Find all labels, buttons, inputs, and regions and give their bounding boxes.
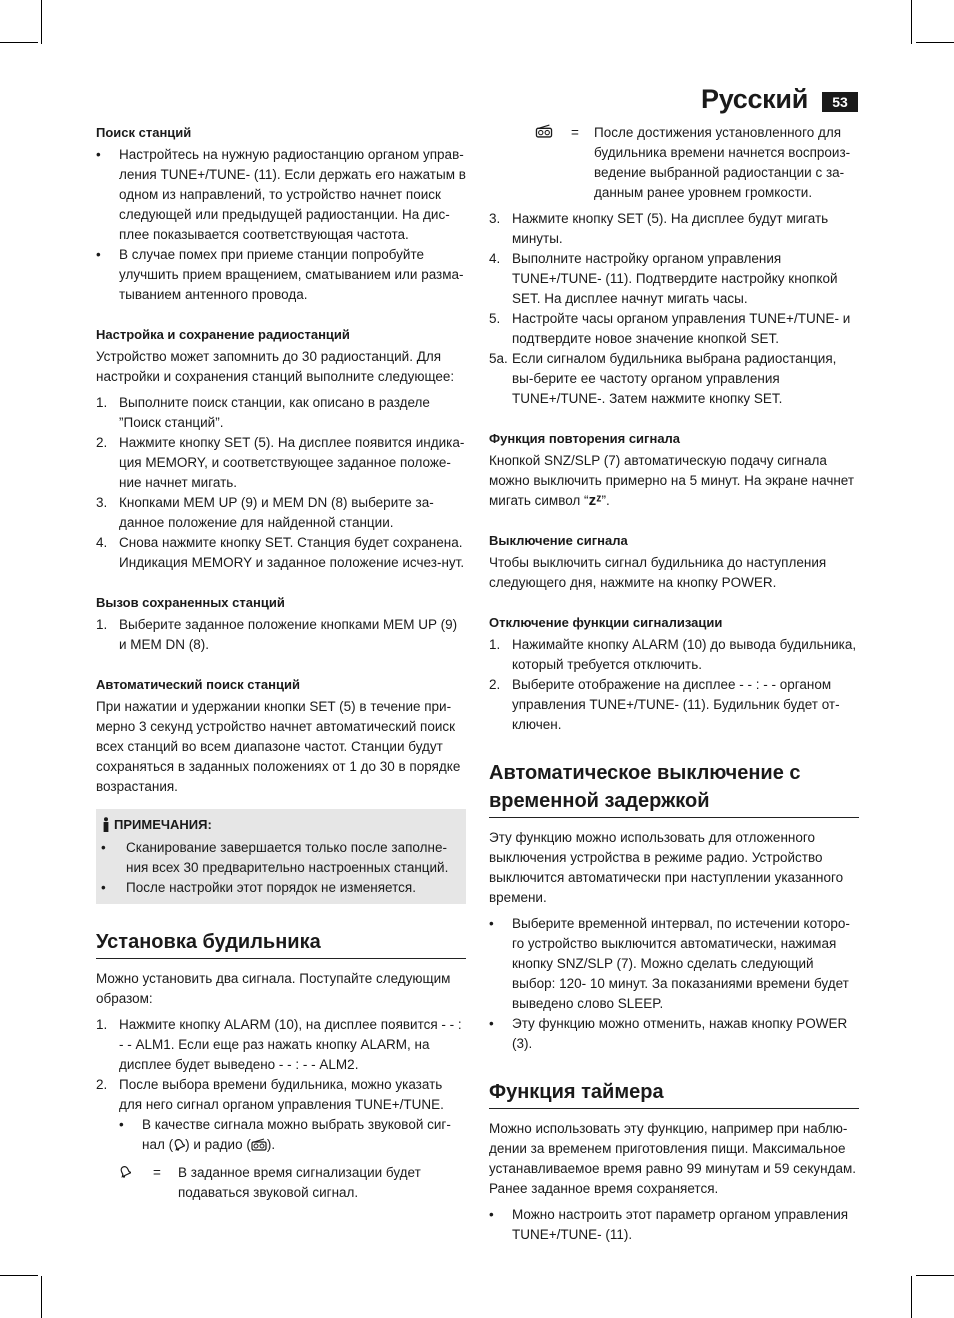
list-item-text: Нажимайте кнопку ALARM (10) до вывода будильника, который требуется отключить. xyxy=(512,637,857,672)
section-title: Автоматическое выключение с временной задержкой xyxy=(489,759,859,818)
section-heading: Выключение сигнала xyxy=(489,533,628,548)
list-item-text: Выполните настройку органом управления TUNE+/TUNE- (11). Подтвердите настройку кнопкой SET. На дисплее начнут мигать часы. xyxy=(512,251,838,306)
paragraph: Чтобы выключить сигнал будильника до наступления следующего дня, нажмите на кнопку POWER. xyxy=(489,555,827,590)
crop-mark xyxy=(41,0,42,44)
radio-icon xyxy=(251,1137,267,1157)
text-segment: В качестве сигнала можно выбрать звуковой сиг-нал ( xyxy=(142,1117,451,1152)
step-number: 3. xyxy=(96,495,108,510)
list-item xyxy=(489,675,859,735)
text-segment: ) и радио ( xyxy=(185,1137,251,1152)
section-heading: Функция повторения сигнала xyxy=(489,431,681,446)
list-item-text: Кнопками MEM UP (9) и MEM DN (8) выберите за-данное положение для найденной станции. xyxy=(119,495,434,530)
list-item-text: Снова нажмите кнопку SET. Станция будет сохранена. Индикация MEMORY и заданное положение исчез-нут. xyxy=(119,535,465,570)
list-item-text: Нажмите кнопку SET (5). На дисплее появится индика-ция MEMORY, и соответствующее заданное положе-ние начнет мигать. xyxy=(119,435,465,490)
list-item-text: Настройтесь на нужную радиостанцию органом управ-ления TUNE+/TUNE- (11). Если держать его нажатым в одном из направлений, то устройство начнет поиск следующей или предыдущей радиостанции. На дис-плее показывается соответствующая частота. xyxy=(119,147,466,242)
list-item-text: Если сигналом будильника выбрана радиостанция, вы-берите ее частоту органом управления TUNE+/TUNE-. Затем нажмите кнопку SET. xyxy=(512,351,837,406)
list-item-text: Выполните поиск станции, как описано в разделе ”Поиск станций”. xyxy=(119,395,430,430)
page-language-title: Русский xyxy=(701,84,808,114)
list-item xyxy=(96,1015,466,1075)
equals-sign: = xyxy=(153,1165,161,1180)
bullet: • xyxy=(101,840,106,855)
icon-definition xyxy=(96,1163,466,1203)
step-number: 1. xyxy=(96,395,108,410)
section-heading: Настройка и сохранение радиостанций xyxy=(96,327,350,342)
paragraph: Можно использовать эту функцию, например при наблю-дении за временем приготовления пищи. Максимальное устанавливаемое время равно 99 минутам и 59 секундам. Ранее заданное время сохраняется. xyxy=(489,1121,857,1196)
step-number: 5a. xyxy=(489,351,508,366)
list-item xyxy=(96,393,466,433)
note-heading: ПРИМЕЧАНИЯ: xyxy=(114,817,212,832)
paragraph: Устройство может запомнить до 30 радиостанций. Для настройки и сохранения станций выполните следующее: xyxy=(96,349,455,384)
crop-mark xyxy=(911,0,912,44)
radio-icon xyxy=(535,124,553,144)
list-item-text: Нажмите кнопку SET (5). На дисплее будут мигать минуты. xyxy=(512,211,829,246)
definition-text: После достижения установленного для будильника времени начнется воспроиз-ведение выбранной радиостанции с за-данным ранее уровнем громкости. xyxy=(594,125,851,200)
list-item xyxy=(96,433,466,493)
bullet: • xyxy=(489,1207,494,1222)
text-segment: ”. xyxy=(601,493,610,508)
list-item xyxy=(489,309,859,349)
section-heading: Отключение функции сигнализации xyxy=(489,615,723,630)
list-item xyxy=(489,209,859,249)
crop-mark xyxy=(41,1276,42,1318)
list-item xyxy=(96,145,466,245)
page-number: 53 xyxy=(822,92,858,112)
list-item-text: Можно настроить этот параметр органом управления TUNE+/TUNE- (11). xyxy=(512,1207,849,1242)
step-number: 1. xyxy=(96,1017,108,1032)
crop-mark xyxy=(911,1276,912,1318)
icon-definition xyxy=(489,123,859,203)
section-title: Функция таймера xyxy=(489,1078,859,1109)
list-item xyxy=(489,1205,859,1245)
list-item xyxy=(489,635,859,675)
list-item-text: Эту функцию можно отменить, нажав кнопку POWER (3). xyxy=(512,1016,848,1051)
list-item xyxy=(96,493,466,533)
list-item xyxy=(101,878,458,898)
step-number: 4. xyxy=(489,251,501,266)
list-item-text: Сканирование завершается только после заполне-ния всех 30 предварительно настроенных станций. xyxy=(126,840,449,875)
right-column xyxy=(489,123,859,1245)
left-column xyxy=(96,123,466,1203)
list-item-text: В случае помех при приеме станции попробуйте улучшить прием вращением, сматыванием или разма-тыванием антенного провода. xyxy=(119,247,464,302)
list-item-text: Настройте часы органом управления TUNE+/TUNE- и подтвердите новое значение кнопкой SET. xyxy=(512,311,851,346)
crop-mark xyxy=(0,42,38,43)
bullet: • xyxy=(96,247,101,262)
list-item-text: После выбора времени будильника, можно указать для него сигнал органом управления TUNE+/TUNE. xyxy=(119,1077,444,1112)
definition-text: В заданное время сигнализации будет подаваться звуковой сигнал. xyxy=(178,1165,421,1200)
list-item xyxy=(96,533,466,573)
sub-list-item xyxy=(119,1115,466,1157)
section-title: Установка будильника xyxy=(96,928,466,959)
crop-mark xyxy=(916,42,954,43)
paragraph: Эту функцию можно использовать для отложенного выключения устройства в режиме радио. Устройство выключится автоматически при наступлении указанного времени. xyxy=(489,830,844,905)
step-number: 2. xyxy=(96,1077,108,1092)
list-item-text: Выберите отображение на дисплее - - : - - органом управления TUNE+/TUNE- (11). Будильник будет от-ключен. xyxy=(512,677,840,732)
list-item-text: Выберите временной интервал, по истечении которо-го устройство выключится автоматически, нажимая кнопку SNZ/SLP (7). Можно сделать следующий выбор: 120- 10 минут. За показаниями времени будет выведено слово SLEEP. xyxy=(512,916,850,1011)
crop-mark xyxy=(0,1275,38,1276)
step-number: 2. xyxy=(96,435,108,450)
bullet: • xyxy=(96,147,101,162)
list-item xyxy=(489,249,859,309)
crop-mark xyxy=(916,1275,954,1276)
bullet: • xyxy=(489,916,494,931)
list-item xyxy=(96,615,466,655)
list-item xyxy=(489,349,859,409)
step-number: 2. xyxy=(489,677,501,692)
section-heading: Автоматический поиск станций xyxy=(96,677,300,692)
section-heading: Вызов сохраненных станций xyxy=(96,595,285,610)
note-box xyxy=(96,809,466,904)
list-item xyxy=(101,838,458,878)
step-number: 3. xyxy=(489,211,501,226)
text-segment: Кнопкой SNZ/SLP (7) автоматическую подачу сигнала можно выключить примерно на 5 минут. На экране начнет мигать символ “ xyxy=(489,453,855,508)
text-segment: ). xyxy=(266,1137,276,1152)
equals-sign: = xyxy=(571,125,579,140)
bell-icon xyxy=(119,1164,131,1184)
step-number: 4. xyxy=(96,535,108,550)
list-item xyxy=(489,1014,859,1054)
list-item xyxy=(489,914,859,1014)
list-item-text: После настройки этот порядок не изменяется. xyxy=(126,880,416,895)
step-number: 1. xyxy=(96,617,108,632)
snooze-symbol: zᶻ xyxy=(588,492,602,509)
bullet: • xyxy=(489,1016,494,1031)
paragraph: При нажатии и удержании кнопки SET (5) в течение при-мерно 3 секунд устройство начнет автоматический поиск всех станций во всем диапазоне частот. Станции будут сохраняться в заданных положениях от 1 до 30 в порядке возрастания. xyxy=(96,699,461,794)
paragraph xyxy=(489,451,859,511)
bullet: • xyxy=(119,1117,124,1132)
list-item-text: Нажмите кнопку ALARM (10), на дисплее появится - - : - - ALM1. Если еще раз нажать кнопку ALARM, на дисплее будет выведено - - : - - ALM2. xyxy=(119,1017,462,1072)
list-item xyxy=(96,245,466,305)
list-item-text: Выберите заданное положение кнопками MEM UP (9) и MEM DN (8). xyxy=(119,617,458,652)
step-number: 1. xyxy=(489,637,501,652)
info-icon xyxy=(101,817,111,838)
bell-icon xyxy=(173,1137,185,1157)
paragraph: Можно установить два сигнала. Поступайте следующим образом: xyxy=(96,971,451,1006)
step-number: 5. xyxy=(489,311,501,326)
section-heading: Поиск станций xyxy=(96,125,192,140)
list-item xyxy=(96,1075,466,1115)
bullet: • xyxy=(101,880,106,895)
